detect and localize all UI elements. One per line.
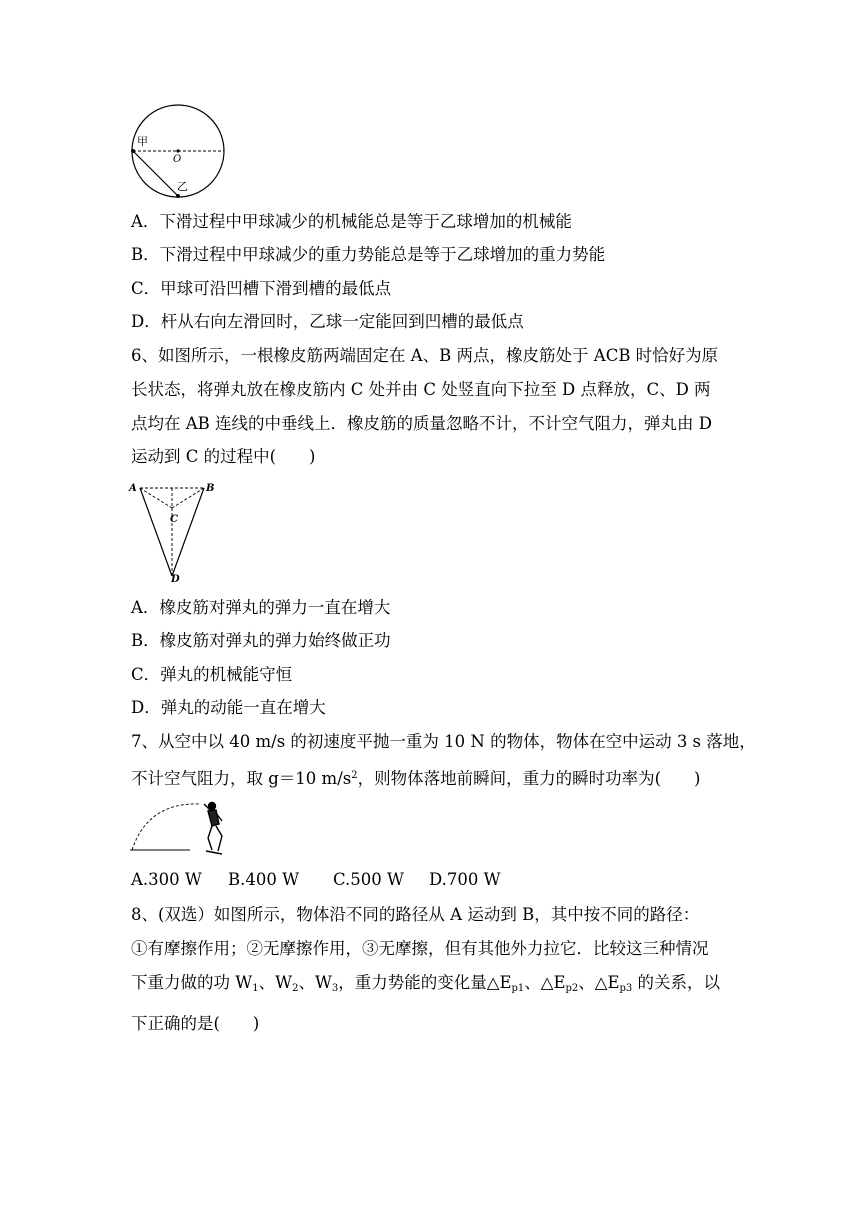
ball-jia — [131, 149, 135, 153]
q5-option-a: A．下滑过程中甲球减少的机械能总是等于乙球增加的机械能 — [131, 212, 572, 231]
q8-stem-line-1: 8、(双选）如图所示，物体沿不同的路径从 A 运动到 B，其中按不同的路径： — [131, 905, 700, 924]
ad-band-line — [140, 488, 172, 576]
groove-rod-figure — [125, 98, 235, 202]
trajectory-dashed-arc — [132, 804, 200, 850]
slingshot-figure — [126, 478, 216, 586]
label-o: O — [173, 154, 182, 165]
q6-option-d: D．弹丸的动能一直在增大 — [131, 698, 326, 717]
ball-yi — [176, 194, 180, 198]
q6-option-a: A．橡皮筋对弹丸的弹力一直在增大 — [131, 598, 391, 617]
q6-stem-line-1: 6、如图所示，一根橡皮筋两端固定在 A、B 两点，橡皮筋处于 ACB 时恰好为原 — [131, 346, 719, 365]
q8-stem-line-4: 下正确的是( ) — [131, 1014, 260, 1033]
q7-option-c: C.500 W — [333, 870, 404, 889]
q6-stem-line-2: 长状态，将弹丸放在橡皮筋内 C 处并由 C 处竖直向下拉至 D 点释放，C、D 两 — [131, 380, 711, 399]
thrower-person-icon — [204, 803, 222, 855]
label-yi: 乙 — [177, 180, 188, 193]
bd-band-line — [172, 488, 204, 576]
q8-stem-line-3: 下重力做的功 $W_1$、$W_2$、$W_3$，重力势能的变化量$\triangle E_{p1}$、$\triangle E_{p2}$、$\triangle E_{p3}$ 的关系，以 — [131, 973, 721, 994]
q6-option-c: C．弹丸的机械能守恒 — [131, 665, 293, 684]
bc-dashed-line — [172, 488, 204, 508]
q8-stem-line-2: ①有摩擦作用；②无摩擦作用，③无摩擦，但有其他外力拉它．比较这三种情况 — [131, 939, 709, 958]
q5-option-d: D．杆从右向左滑回时，乙球一定能回到凹槽的最低点 — [131, 312, 524, 331]
q5-option-b: B．下滑过程中甲球减少的重力势能总是等于乙球增加的重力势能 — [131, 245, 606, 264]
q5-option-c: C．甲球可沿凹槽下滑到槽的最低点 — [131, 279, 392, 298]
label-jia: 甲 — [137, 135, 148, 148]
rod-line — [133, 151, 178, 196]
q7-stem-line-1: 7、从空中以 40 m/s 的初速度平抛一重为 10 N 的物体，物体在空中运动 3 s 落地， — [131, 732, 756, 751]
ac-dashed-line — [140, 488, 172, 508]
label-d: D — [171, 574, 180, 585]
label-b: B — [206, 483, 215, 494]
thrower-figure — [126, 796, 230, 858]
q7-option-b: B.400 W — [228, 870, 300, 889]
q6-stem-line-4: 运动到 C 的过程中( ) — [131, 447, 316, 466]
label-c: C — [170, 514, 178, 525]
center-point — [176, 149, 179, 152]
q6-stem-line-3: 点均在 AB 连线的中垂线上．橡皮筋的质量忽略不计，不计空气阻力，弹丸由 D — [131, 414, 713, 433]
label-a: A — [129, 483, 137, 494]
q7-option-a: A.300 W — [131, 870, 202, 889]
q7-stem-line-2: 不计空气阻力，取 g＝10 $m/s^2$，则物体落地前瞬间，重力的瞬时功率为( ) — [131, 769, 701, 788]
q7-option-d: D.700 W — [429, 870, 501, 889]
q6-option-b: B．橡皮筋对弹丸的弹力始终做正功 — [131, 631, 391, 650]
